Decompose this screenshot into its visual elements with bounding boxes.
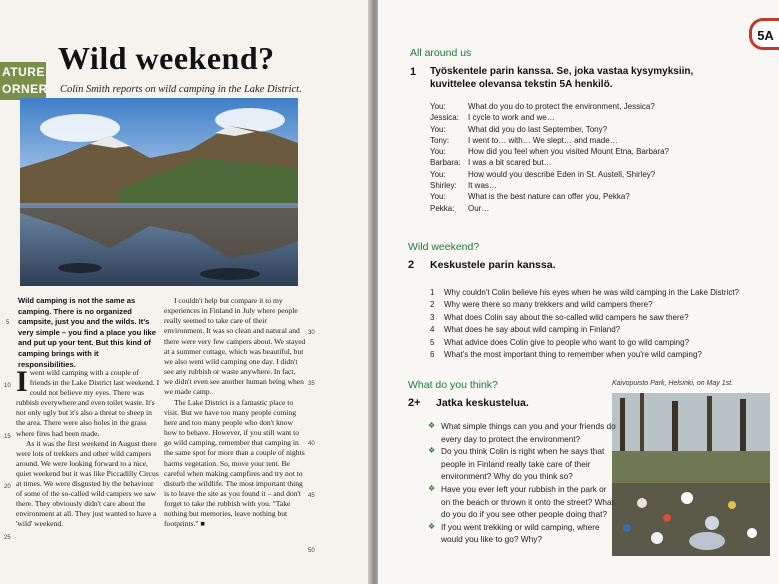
line-number: 20	[4, 484, 11, 490]
line-number: 45	[308, 493, 315, 499]
question-item	[430, 312, 770, 324]
section-heading-wild-weekend: Wild weekend?	[408, 241, 480, 253]
line-number: 25	[4, 535, 11, 541]
dialog-line	[430, 112, 730, 123]
dialog-text: How did you feel when you visited Mount Etna, Barbara?	[468, 147, 670, 157]
article-lede: Wild camping is not the same as camping. There is no organized campsite, just you and the wilds. It's very simple – you find a place you like and put up your tent. But this kind of camping brings with it responsibilities.	[18, 296, 157, 369]
question-item	[430, 349, 770, 361]
speaker: Pekka:	[430, 203, 455, 213]
dialog-text: It was…	[468, 181, 497, 191]
line-number: 50	[308, 548, 315, 554]
speaker: Shirley:	[430, 181, 457, 191]
question-item	[430, 337, 770, 349]
speaker: You:	[430, 102, 446, 111]
dialog-list	[430, 101, 730, 214]
question-number: 5	[430, 337, 435, 347]
dialog-line	[430, 157, 730, 168]
dialog-text: What did you do last September, Tony?	[468, 124, 608, 134]
section-heading-all-around-us: All around us	[410, 47, 472, 59]
question-number: 1	[430, 288, 435, 297]
exercise-3-number: 2+	[408, 397, 421, 409]
dialog-text: What do you do to protect the environment, Jessica?	[468, 102, 655, 111]
question-list	[430, 287, 770, 361]
lake-district-photo	[20, 98, 298, 286]
left-page	[0, 0, 372, 584]
question-text: What advice does Colin give to people who want to go wild camping?	[444, 337, 690, 347]
bullet-text: Have you ever left your rubbish in the park or on the beach or thrown it onto the street? What do you do if you see other people doing that?	[441, 483, 614, 520]
dialog-text: I was a bit scared but…	[468, 158, 552, 168]
exercise-2-number: 2	[408, 259, 415, 271]
bullet-text: What simple things can you and your friends do every day to protect the environment?	[441, 421, 616, 444]
line-number: 15	[4, 434, 11, 440]
exercise-2-instruction: Keskustele parin kanssa.	[430, 259, 556, 271]
line-number: 10	[4, 383, 11, 389]
speaker: Tony:	[430, 135, 450, 145]
article-column-1	[16, 365, 160, 530]
photo-caption: Kaivopuisto Park, Helsinki, on May 1st.	[612, 380, 733, 387]
dialog-line	[430, 146, 730, 157]
column-2-paragraph-1: I couldn't help but compare it to my experiences in Finland in July where people really seemed to take care of their environment. It was so clean and natural and there were very few campers about. We stayed at a summer cottage, which was beautiful, but we also went wild camping one day. I didn't see any rubbish or waste anywhere. In fact, we didn't even see another human being when we made camp.	[164, 296, 306, 397]
question-item	[430, 287, 770, 299]
line-number: 5	[6, 320, 10, 326]
chapter-tab: 5A	[749, 18, 779, 50]
line-number: 40	[308, 441, 315, 447]
question-text: What does he say about wild camping in Finland?	[444, 325, 621, 335]
dialog-line	[430, 135, 730, 146]
exercise-3-instruction: Jatka keskustelua.	[436, 397, 529, 409]
bullet-item	[428, 445, 616, 483]
bullet-text: Do you think Colin is right when he says that people in Finland really take care of their environment? Why do you think so?	[441, 446, 605, 482]
speaker: Barbara:	[430, 158, 461, 168]
article-title: Wild weekend?	[58, 40, 275, 76]
section-heading-what-do-you-think: What do you think?	[408, 379, 498, 391]
line-number: 35	[308, 381, 315, 387]
column-2-paragraph-2: The Lake District is a fantastic place to visit. But we have too many people coming here and too many people who don't know how to behave. However, if you still want to go wild camping, remember that camping in the same spot for more than a couple of nights harms vegetation. So, move your tent. Be careful when making campfires and try not to disturb the wildlife. The most important thing is to leave the site as you found it – and don't forget to take the rubbish with you. "Take nothing but memories, leave nothing but footprints." ■	[164, 397, 305, 529]
bullet-text: If you went trekking or wild camping, where would you like to go? Why?	[441, 521, 600, 545]
column-1-paragraph-2: As it was the first weekend in August there were lots of trekkers and other wild campers around. We were looking forward to a nice, quiet weekend but it was like Piccadilly Circus at times. We were disgusted by the behaviour of some of the so-called wild campers we saw there. They obviously didn't care about the environment at all. They just wanted to have a 'wild' weekend.	[16, 438, 159, 529]
dialog-line	[430, 203, 730, 214]
park-litter-photo	[612, 393, 770, 556]
diamond-bullet-icon: ❖	[428, 483, 436, 493]
exercise-1-instruction: Työskentele parin kanssa. Se, joka vastaa kysymyksiin, kuvittelee olevansa tekstin 5A henkilö.	[430, 66, 694, 90]
bullet-item	[428, 420, 616, 445]
dialog-text: I cycle to work and we…	[468, 113, 555, 123]
section-tag-line-2: ORNER	[2, 82, 48, 96]
dialog-text: What is the best nature can offer you, Pekka?	[468, 192, 630, 202]
right-page	[378, 0, 779, 584]
question-text: What does Colin say about the so-called wild campers he saw there?	[444, 312, 689, 322]
article-column-2	[164, 296, 306, 530]
dialog-line	[430, 101, 730, 112]
dialog-line	[430, 169, 730, 180]
question-number: 2	[430, 300, 435, 310]
line-number: 30	[308, 330, 315, 336]
dialog-text: I went to… with… We slept… and made…	[468, 135, 618, 145]
dialog-text: How would you describe Eden in St. Austell, Shirley?	[468, 169, 656, 179]
question-text: Why couldn't Colin believe his eyes when he was wild camping in the Lake District?	[444, 288, 740, 297]
discussion-bullets	[428, 420, 616, 546]
question-number: 3	[430, 312, 435, 322]
bullet-item	[428, 521, 616, 546]
question-text: What's the most important thing to remember when you're wild camping?	[444, 350, 702, 360]
diamond-bullet-icon: ❖	[428, 446, 436, 456]
article-byline: Colin Smith reports on wild camping in the Lake District.	[60, 84, 302, 95]
dialog-text: Our…	[468, 203, 490, 213]
question-item	[430, 324, 770, 336]
dialog-line	[430, 191, 730, 202]
diamond-bullet-icon: ❖	[428, 521, 436, 531]
question-text: Why were there so many trekkers and wild campers there?	[444, 300, 653, 310]
dialog-line	[430, 124, 730, 135]
column-1-paragraph-1: went wild camping with a couple of friends in the Lake District last weekend. I could not believe my eyes. There was rubbish everywhere and even toilet waste. It's not only ugly but it's also a threat to sheep in the area. There were also holes in the grass where fires had been made.	[16, 368, 160, 438]
dialog-line	[430, 180, 730, 191]
speaker: You:	[430, 192, 446, 202]
section-tag	[0, 62, 46, 100]
exercise-1-number: 1	[410, 66, 417, 78]
bullet-item	[428, 483, 616, 521]
question-number: 6	[430, 350, 435, 360]
speaker: You:	[430, 169, 446, 179]
drop-cap: I	[16, 365, 28, 398]
diamond-bullet-icon: ❖	[428, 421, 436, 430]
question-number: 4	[430, 325, 435, 335]
section-tag-line-1: ATURE	[2, 65, 45, 79]
question-item	[430, 299, 770, 311]
speaker: You:	[430, 147, 446, 157]
speaker: Jessica:	[430, 113, 459, 123]
speaker: You:	[430, 124, 446, 134]
